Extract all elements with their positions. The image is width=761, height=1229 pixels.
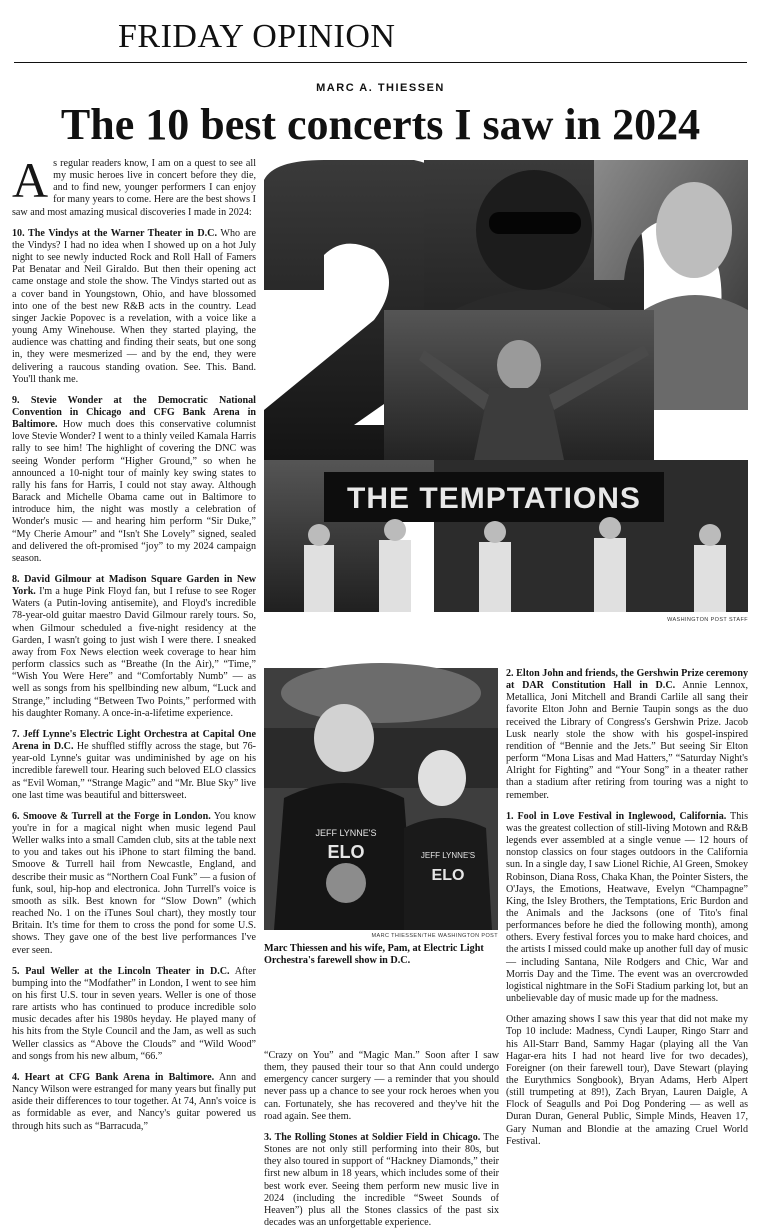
- performer-figure: [497, 340, 541, 390]
- entry-body: Ann and Nancy Wilson were estranged for many years but finally put aside their differences to tour together. At 74, Ann's voice is as formidable as ever, and Nancy's guitar powered us through hits such as “Barracuda,”: [12, 1071, 256, 1132]
- stage-lights: [281, 663, 481, 723]
- couple-photo-caption: Marc Thiessen and his wife, Pam, at Electric Light Orchestra's farewell show in D.C.: [264, 943, 484, 967]
- entry-body: After bumping into the “Modfather” in London, I went to see him on his first U.S. tour in seven years. Weller is one of those rare artists who has continued to produce incredible solo music decades after his 1980s heyday. He played many of his hits from the Style Council and the Jam, as well as such Weller classics as “Above the Clouds” and “Wild Wood” and songs from his new album, “66.”: [12, 965, 256, 1062]
- entry-6: [12, 811, 256, 957]
- entry-body: He shuffled stiffly across the stage, but 76-year-old Lynne's guitar was undiminished by age on his incredible farewell tour. Hearing such beloved ELO classics as “Evil Woman,” “Strange Magic” and “Mr. Blue Sky” live one last time was beautiful and bittersweet.: [12, 741, 256, 801]
- man-shirt-line-2: ELO: [327, 842, 365, 862]
- entry-heading: 9. Stevie Wonder at the Democratic National Convention in Chicago and CFG Bank Arena in Baltimore.: [12, 394, 256, 431]
- entry-body: Who are the Vindys? I had no idea when I showed up on a hot July night to see newly inducted Rock and Roll Hall of Famers Pat Benatar and Neil Giraldo. But then their opening act came onstage and stole the show. The Vindys started out as a cover band in Youngstown, Ohio, and have blossomed into one of the best new R&B acts in the country. Lead singer Jackie Popovec is a revelation, with a voice like a young Amy Winehouse. When they started playing, the audience was chatting and finding their seats, but one song in, they were mesmerized — and by the end, they were delivering a raucous standing ovation. See. This. Band. You'll thank me.: [12, 227, 256, 385]
- singer-figure: [594, 538, 626, 612]
- singer-figure: [304, 545, 334, 612]
- entry-body: The Stones are not only still performing into their 80s, but they also toured in support of “Hackney Diamonds,” their first new album in 18 years, which includes some of their best work ever. Seeing them perform new music live in 2024 (including the incredible “Sweet Sounds of Heaven”) plus all the Stones classics of the past six decades was an unforgettable experience.: [264, 1131, 500, 1229]
- couple-photo-credit: MARC THIESSEN/THE WASHINGTON POST: [371, 933, 498, 939]
- woman-shirt-line-2: ELO: [431, 867, 465, 884]
- entry-heading: 1. Fool in Love Festival in Inglewood, California.: [506, 810, 727, 822]
- singer-figure: [479, 542, 511, 612]
- entry-heading: 6. Smoove & Turrell at the Forge in London.: [12, 810, 211, 822]
- entry-7: [12, 729, 256, 802]
- drop-cap: A: [12, 152, 49, 208]
- entry-10: [12, 228, 256, 386]
- intro-text: s regular readers know, I am on a quest to see all my music heroes live in concert before they die, and to find new, younger performers I can enjoy for many years to come. Here are the best shows I saw and most amazing musical discoveries I made in 2024:: [12, 158, 256, 218]
- intro-paragraph: [12, 152, 256, 219]
- hero-collage-graphic: [264, 160, 748, 612]
- woman-shirt-line-1: JEFF LYNNE'S: [420, 851, 476, 860]
- band-sign-text: THE TEMPTATIONS: [347, 482, 641, 515]
- sunglasses-shape: [489, 212, 581, 234]
- hero-photo-credit: WASHINGTON POST STAFF: [667, 617, 748, 623]
- entry-heading: 4. Heart at CFG Bank Arena in Baltimore.: [12, 1071, 215, 1083]
- closing-paragraph: Other amazing shows I saw this year that did not make my Top 10 include: Madness, Cyndi Lauper, Ringo Starr and his All-Starr Band, Sammy Hagar (playing all the Van Hagar-era hits I had not heard live for two decades), Foreigner (on their farewell tour), Dave Stewart (playing the Eurythmics Songbook), Bryan Adams, Herb Alpert (still trumpeting at 89!), Zach Bryan, Lauren Daigle, A Flock of Seagulls and Poi Dog Pondering — as well as Duran Duran, General Public, Simple Minds, Heaven 17, Gary Numan and Blondie at the amazing Cruel World Festival.: [506, 1014, 748, 1147]
- performer-figure: [656, 182, 732, 278]
- right-column: [506, 668, 748, 1196]
- entry-2: [506, 668, 748, 802]
- entry-heading: 8. David Gilmour at Madison Square Garden in New York.: [12, 574, 256, 598]
- singer-head: [484, 521, 506, 543]
- entry-3: [264, 1132, 499, 1229]
- entry-heading: 2. Elton John and friends, the Gershwin Prize ceremony at DAR Constitution Hall in D.C.: [506, 668, 748, 692]
- entry-8: [12, 574, 256, 720]
- hero-collage-photo: [264, 160, 748, 612]
- entry-9: [12, 395, 256, 565]
- entry-body: Annie Lennox, Metallica, Joni Mitchell and Brandi Carlile all sang their favorite Elton John and Bernie Taupin songs as the duo received the Library of Congress's Gershwin Prize. Jacob Lusk nearly stole the show with his gospel-inspired rendition of “Bennie and the Jets.” But seeing Sir Elton perform “Mona Lisas and Mad Hatters,” “Saturday Night's Alright for Fighting” and “Your Song” in a theater rather than a stadium after retiring from touring was a night to remember.: [506, 680, 748, 801]
- entry-4-continuation: “Crazy on You” and “Magic Man.” Soon after I saw them, they paused their tour so that Ann could undergo emergency cancer surgery — a reminder that you should never pass up a chance to see your rock heroes when you can. Fortunately, she has recovered and they've hit the road again. See them.: [264, 1050, 499, 1122]
- man-head: [314, 704, 374, 772]
- singer-figure: [694, 545, 726, 612]
- couple-photo: [264, 668, 498, 930]
- singer-head: [699, 524, 721, 546]
- entry-heading: 5. Paul Weller at the Lincoln Theater in D.C.: [12, 965, 230, 977]
- entry-body: This was the greatest collection of still-living Motown and R&B legends ever assembled at a single venue — 12 hours of nonstop classics on four stages outdoors in the California sun. In a single day, I saw Lionel Richie, Al Green, Smokey Robinson, Diana Ross, Chaka Khan, the Pointer Sisters, the O'Jays, the Emotions, Heatwave, Evelyn “Champagne” King, the Isley Brothers, the Temptations, Eric Burdon and the Animals and the Jacksons (one of Tito's final performances before he died the following month), among others. Every festival forces you to make hard choices, and the artists I missed could make up another full day of music — including Santana, Nile Rodgers and Chic, War and Morris Day and the Time. The event was an overcrowded logistical nightmare in the SoFi Stadium parking lot, but an unbelievable day of music made up for the madness.: [506, 810, 748, 1005]
- singer-head: [599, 517, 621, 539]
- author-byline: MARC A. THIESSEN: [316, 82, 445, 94]
- singer-figure: [379, 540, 411, 612]
- entry-1: [506, 811, 748, 1006]
- entry-heading: 7. Jeff Lynne's Electric Light Orchestra at Capital One Arena in D.C.: [12, 728, 256, 753]
- couple-photo-graphic: [264, 668, 498, 930]
- entry-heading: 3. The Rolling Stones at Soldier Field in Chicago.: [264, 1131, 481, 1143]
- entry-heading: 10. The Vindys at the Warner Theater in D.C.: [12, 227, 217, 239]
- man-shirt-line-1: JEFF LYNNE'S: [315, 828, 377, 838]
- middle-column: [264, 1050, 500, 1229]
- entry-body: You know you're in for a magical night when music legend Paul Weller walks into a small Camden club, sits at the table next to you and takes out his iPhone to start filming the band. Smoove & Turrell hail from Newcastle, England, and describe their music as “Northern Coal Funk” — a fusion of funk, soul, hip-hop and electronica. John Turrell's voice is smooth as silk. Best known for “Slow Down” (which reached No. 1 on the iTunes Soul chart), they mostly tour Britain. It's time for them to cross the pond for some U.S. shows. They gave one of the best live performances I've ever seen.: [12, 810, 256, 956]
- singer-head: [308, 524, 330, 546]
- elo-logo-shape: [326, 863, 366, 903]
- performer-body: [644, 295, 748, 410]
- singer-head: [384, 519, 406, 541]
- section-heading: FRIDAY OPINION: [118, 18, 396, 55]
- article-headline: The 10 best concerts I saw in 2024: [60, 100, 701, 149]
- woman-head: [418, 750, 466, 806]
- section-rule: [14, 62, 747, 63]
- entry-body: I'm a huge Pink Floyd fan, but I refuse to see Roger Waters (a Putin-loving antisemite), and Floyd's incredible 78-year-old guitar maestro David Gilmour rarely tours. So, when Gilmour scheduled a five-night residency at the Garden, I wasn't going to just wish I were there. I sneaked away from Fox News election week coverage to hear him perform classics such as “Breathe (In the Air),” “Time,” “Wish You Were Here” and “Comfortably Numb” — as well as songs from his spellbinding new album, “Luck and Strange,” including “Between Two Points,” performed with his daughter Romany. A once-in-a-lifetime experience.: [12, 586, 256, 719]
- entry-5: [12, 966, 256, 1063]
- entry-body: How much does this conservative columnist love Stevie Wonder? I went to a thinly veiled Kamala Harris rally to see him! The highlight of covering the DNC was seeing Wonder perform “Higher Ground,” so when he announced a 10-night tour of mainly key swing states to rally his fans for Harris, I could not stay away. Although Barack and Michelle Obama came out in Baltimore to introduce him, the night was mostly a celebration of Wonder's music — and hearing him perform “Sir Duke,” “My Cherie Amour” and “Isn't She Lovely” signed, sealed and delivered the oft-promised “joy” to my 2024 campaign season.: [12, 419, 256, 564]
- left-column: [12, 152, 256, 1196]
- entry-4: [12, 1072, 256, 1133]
